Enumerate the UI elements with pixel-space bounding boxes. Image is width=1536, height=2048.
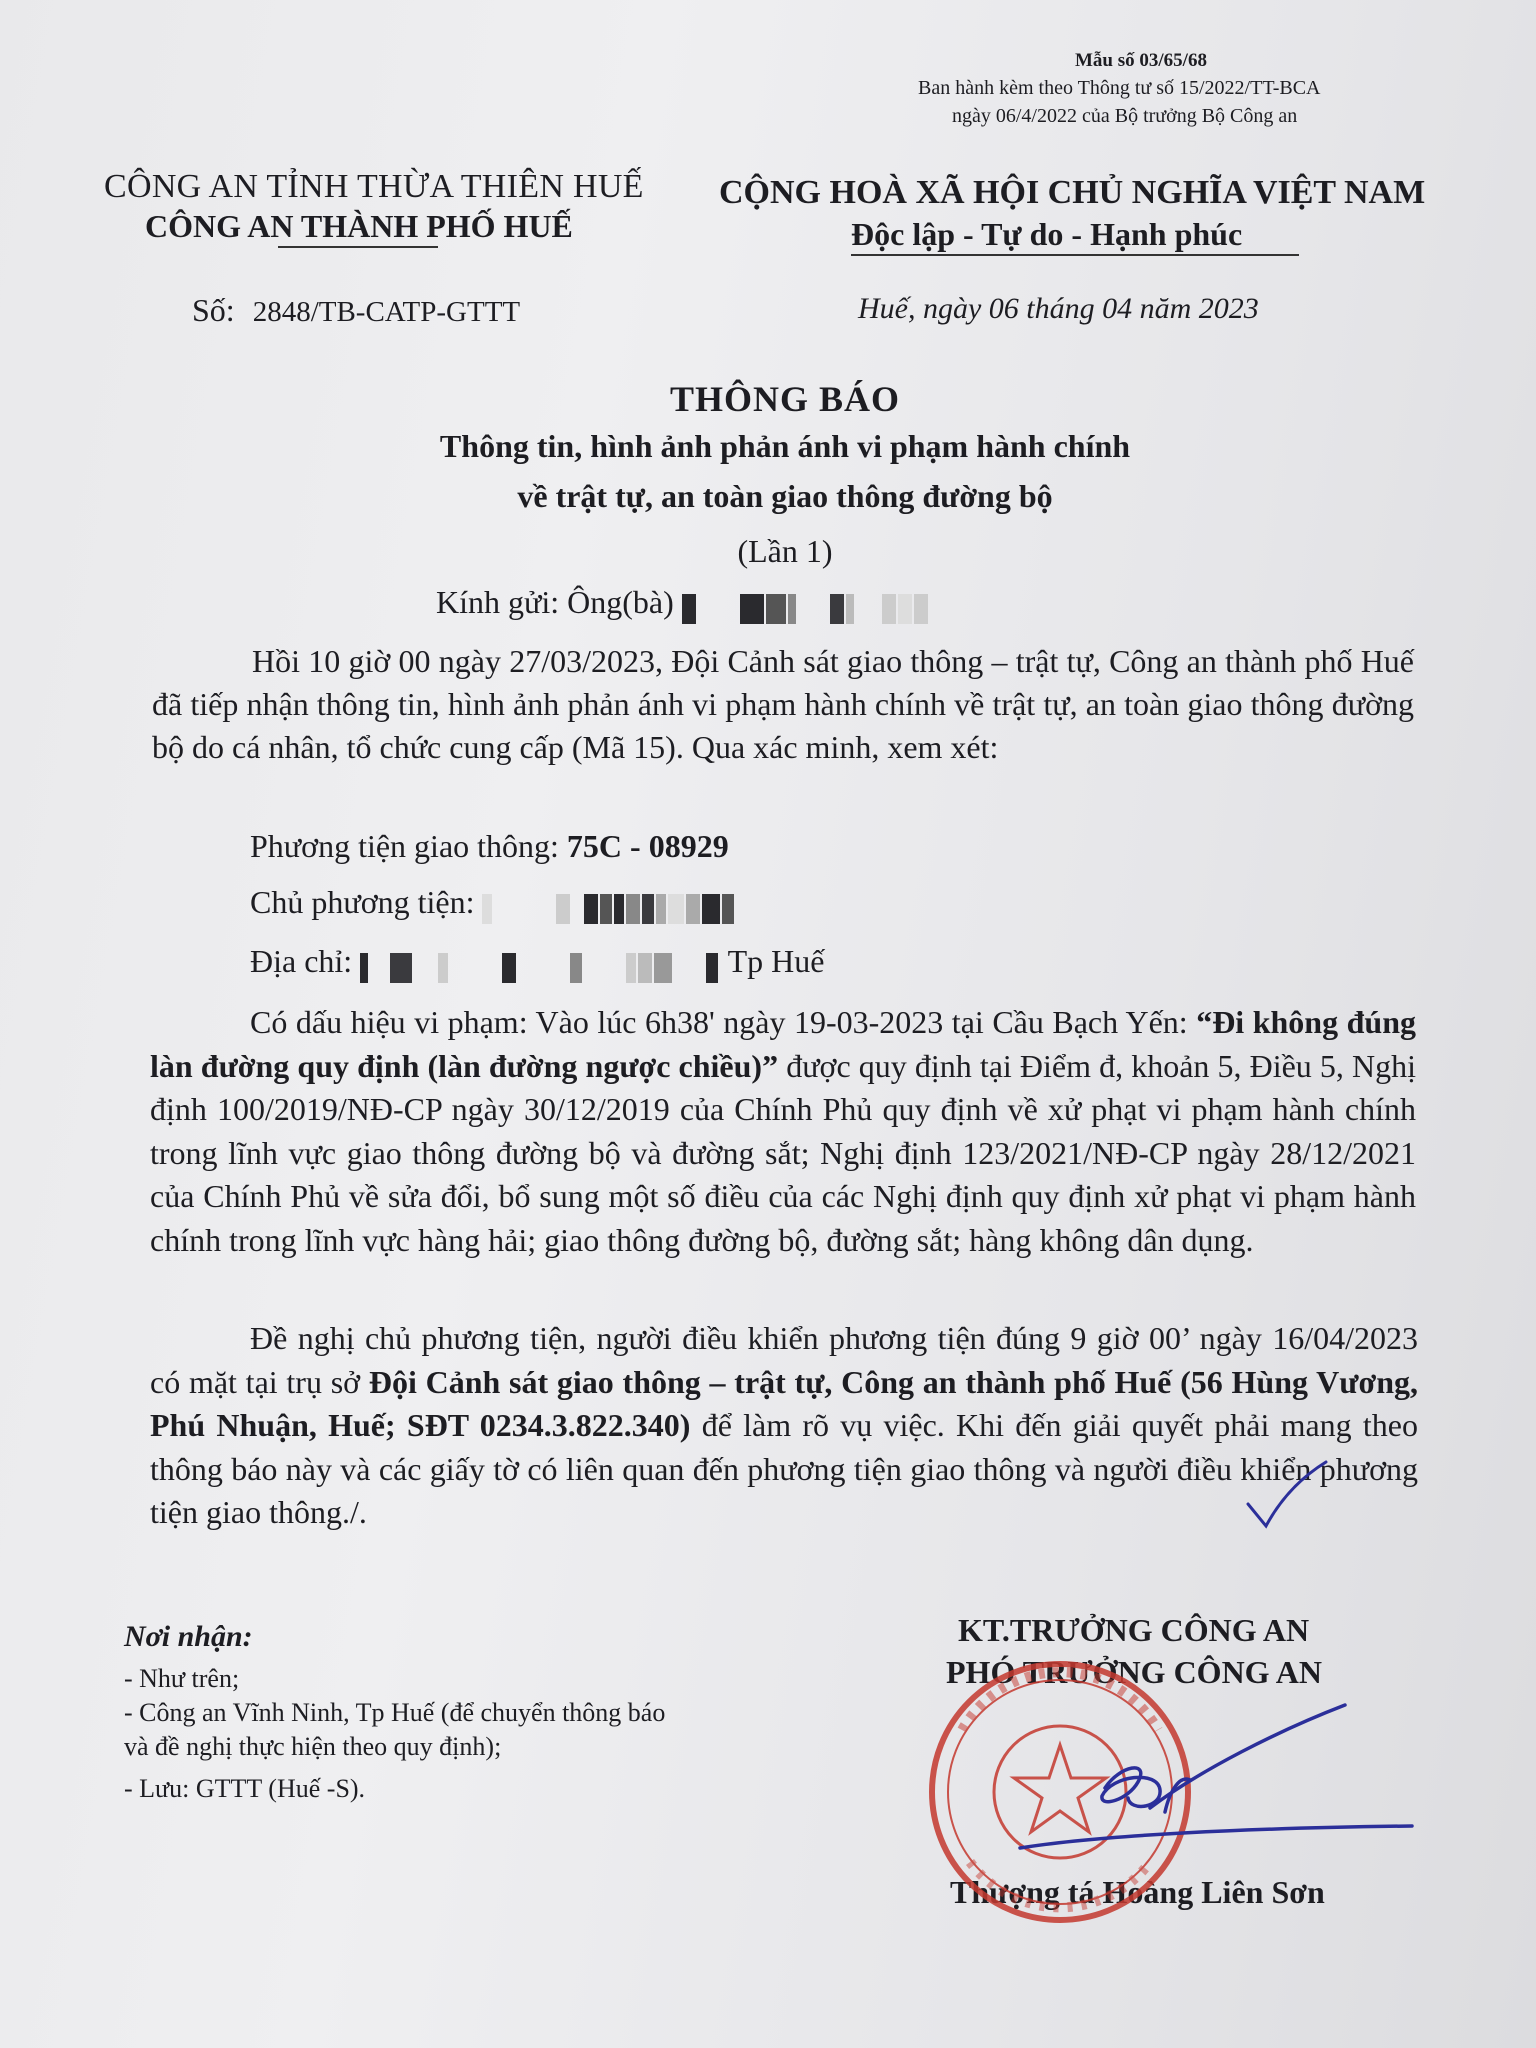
national-title: CỘNG HOÀ XÃ HỘI CHỦ NGHĨA VIỆT NAM [719, 174, 1426, 211]
paragraph-violation [150, 1001, 1416, 1262]
greeting [436, 584, 930, 624]
address-row [250, 943, 824, 983]
form-issuance-line: Ban hành kèm theo Thông tư số 15/2022/TT-BCA [918, 77, 1321, 99]
form-issuance-date: ngày 06/4/2022 của Bộ trưởng Bộ Công an [952, 105, 1298, 127]
agency-underline [278, 246, 438, 248]
agency-parent: CÔNG AN TỈNH THỪA THIÊN HUẾ [104, 168, 644, 205]
document-number-value: 2848/TB-CATP-GTTT [252, 296, 521, 328]
violation-lead: Có dấu hiệu vi phạm: Vào lúc 6h38' ngày 19-03-2023 tại Cầu Bạch Yến: [250, 1004, 1197, 1040]
handwritten-signature-icon [1020, 1705, 1412, 1848]
greeting-label: Kính gửi: Ông(bà) [436, 584, 674, 620]
signature-role: PHÓ TRƯỞNG CÔNG AN [946, 1654, 1323, 1690]
address-city: Tp Huế [727, 943, 825, 979]
form-number: Mẫu số 03/65/68 [1075, 50, 1207, 71]
request-location: Đội Cảnh sát giao thông – trật tự, Công an thành phố Huế (56 Hùng Vương, Phú Nhuận, Huế; SĐT 0234.3.822.340) [150, 1363, 1419, 1443]
notice-subtitle-line1: Thông tin, hình ảnh phản ánh vi phạm hành chính [439, 428, 1131, 464]
vehicle-plate: 75C - 08929 [566, 828, 729, 864]
motto-underline [851, 254, 1299, 256]
vehicle-row [250, 828, 729, 865]
document-number-label: Số: [192, 292, 235, 328]
national-motto: Độc lập - Tự do - Hạnh phúc [851, 216, 1243, 252]
vehicle-label: Phương tiện giao thông: [250, 828, 559, 864]
owner-row [250, 884, 736, 924]
agency-name: CÔNG AN THÀNH PHỐ HUẾ [145, 208, 573, 244]
recipients-title: Nơi nhận: [124, 1620, 253, 1653]
request-lead: Đề nghị chủ phương tiện, người điều khiển phương tiện đúng 9 giờ 00’ ngày 16/04/2023 có mặt tại trụ sở [150, 1320, 1418, 1400]
violation-legal-basis: được quy định tại Điểm đ, khoản 5, Điều 5, Nghị định 100/2019/NĐ-CP ngày 30/12/2019 của Chính Phủ quy định về xử phạt vi phạm hành chính trong lĩnh vực giao thông đường bộ và đường sắt; Nghị định 123/2021/NĐ-CP ngày 28/12/2021 của Chính Phủ về sửa đổi, bổ sung một số điều của các Nghị định quy định xử phạt vi phạm hành chính trong lĩnh vực hàng hải; giao thông đường bộ, đường sắt; hàng không dân dụng. [150, 1047, 1417, 1258]
signature-title: KT.TRƯỞNG CÔNG AN [958, 1612, 1310, 1648]
notice-title: THÔNG BÁO [669, 379, 901, 419]
recipient-item: - Lưu: GTTT (Huế -S). [124, 1774, 366, 1803]
address-label: Địa chỉ: [250, 943, 353, 979]
owner-label: Chủ phương tiện: [250, 884, 475, 920]
redacted-owner [482, 887, 736, 924]
notice-subtitle-line2: về trật tự, an toàn giao thông đường bộ [517, 478, 1053, 514]
request-instructions: để làm rõ vụ việc. Khi đến giải quyết phải mang theo thông báo này và các giấy tờ có liên quan đến phương tiện giao thông và người điều khiển phương tiện giao thông./. [150, 1407, 1419, 1530]
recipient-item: - Như trên; [124, 1664, 240, 1693]
violation-description: “Đi không đúng làn đường quy định (làn đường ngược chiều)” [150, 1004, 1417, 1084]
paragraph-request [150, 1317, 1418, 1535]
recipient-item: - Công an Vĩnh Ninh, Tp Huế (để chuyển thông báo [124, 1698, 666, 1727]
document-date: Huế, ngày 06 tháng 04 năm 2023 [858, 292, 1259, 325]
recipient-item: và đề nghị thực hiện theo quy định); [124, 1732, 502, 1761]
paragraph-intro: Hồi 10 giờ 00 ngày 27/03/2023, Đội Cảnh sát giao thông – trật tự, Công an thành phố Huế đã tiếp nhận thông tin, hình ảnh phản ánh vi phạm hành chính về trật tự, an toàn giao thông đường bộ do cá nhân, tổ chức cung cấp (Mã 15). Qua xác minh, xem xét: [152, 643, 1414, 765]
redacted-address [360, 946, 720, 983]
signer-name: Thượng tá Hoàng Liên Sơn [950, 1874, 1325, 1910]
document-number [192, 292, 520, 329]
notice-issue: (Lần 1) [737, 533, 833, 569]
redacted-name [682, 587, 930, 624]
